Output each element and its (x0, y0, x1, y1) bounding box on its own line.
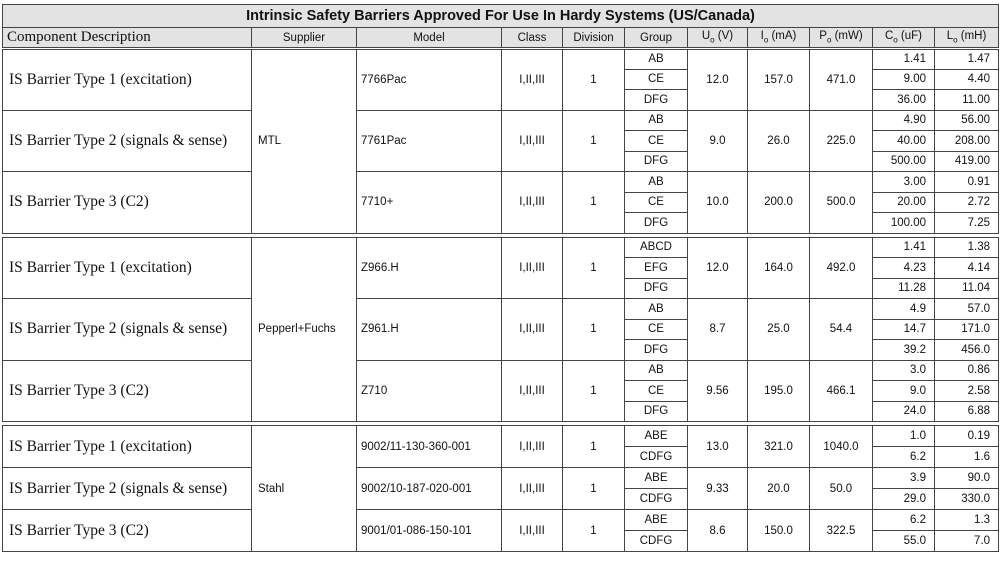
group-value: AB (625, 49, 688, 70)
division-value: 1 (563, 237, 625, 299)
model-number: 9002/10-187-020-001 (357, 468, 502, 510)
uo-value: 13.0 (688, 426, 748, 468)
lo-value: 4.40 (935, 69, 999, 90)
class-value: I,II,III (502, 237, 563, 299)
lo-value: 11.04 (935, 278, 999, 299)
po-value: 471.0 (810, 49, 873, 111)
io-value: 164.0 (748, 237, 810, 299)
model-number: 9001/01-086-150-101 (357, 510, 502, 552)
supplier-name: Pepperl+Fuchs (252, 237, 357, 422)
group-value: CE (625, 131, 688, 152)
group-value: ABE (625, 426, 688, 447)
co-value: 9.0 (873, 381, 935, 402)
table-row (3, 110, 999, 131)
component-description: IS Barrier Type 1 (excitation) (3, 237, 252, 299)
po-value: 1040.0 (810, 426, 873, 468)
supplier-name: Stahl (252, 426, 357, 552)
component-description: IS Barrier Type 2 (signals & sense) (3, 468, 252, 510)
group-value: CE (625, 192, 688, 213)
group-value: CDFG (625, 489, 688, 510)
uo-value: 8.7 (688, 299, 748, 361)
group-value: DFG (625, 151, 688, 172)
po-value: 50.0 (810, 468, 873, 510)
po-value: 54.4 (810, 299, 873, 361)
co-value: 3.9 (873, 468, 935, 489)
supplier-section (3, 426, 999, 552)
lo-value: 90.0 (935, 468, 999, 489)
lo-value: 4.14 (935, 258, 999, 279)
lo-value: 2.58 (935, 381, 999, 402)
header-lo: $L_o$ (mH) (935, 28, 999, 49)
po-value: 492.0 (810, 237, 873, 299)
uo-value: 10.0 (688, 172, 748, 234)
group-value: CE (625, 319, 688, 340)
header-co: $C_o$ (uF) (873, 28, 935, 49)
group-value: DFG (625, 213, 688, 234)
io-value: 26.0 (748, 110, 810, 172)
header-supplier: Supplier (252, 28, 357, 49)
lo-value: 7.0 (935, 531, 999, 552)
lo-value: 330.0 (935, 489, 999, 510)
model-number: Z966.H (357, 237, 502, 299)
lo-value: 456.0 (935, 340, 999, 361)
co-value: 24.0 (873, 401, 935, 422)
table-title: Intrinsic Safety Barriers Approved For Use In Hardy Systems (US/Canada) (3, 5, 999, 28)
supplier-section (3, 49, 999, 234)
lo-value: 0.91 (935, 172, 999, 193)
co-value: 40.00 (873, 131, 935, 152)
co-value: 9.00 (873, 69, 935, 90)
co-value: 14.7 (873, 319, 935, 340)
group-value: EFG (625, 258, 688, 279)
division-value: 1 (563, 49, 625, 111)
io-value: 150.0 (748, 510, 810, 552)
po-value: 225.0 (810, 110, 873, 172)
lo-value: 208.00 (935, 131, 999, 152)
supplier-section (3, 237, 999, 422)
group-value: DFG (625, 401, 688, 422)
co-value: 3.00 (873, 172, 935, 193)
table-row (3, 510, 999, 531)
table-row (3, 299, 999, 320)
group-value: DFG (625, 340, 688, 361)
division-value: 1 (563, 299, 625, 361)
co-value: 3.0 (873, 360, 935, 381)
division-value: 1 (563, 360, 625, 422)
co-value: 1.41 (873, 49, 935, 70)
table-row (3, 360, 999, 381)
uo-value: 12.0 (688, 237, 748, 299)
supplier-name: MTL (252, 49, 357, 234)
lo-value: 0.19 (935, 426, 999, 447)
header-po: $P_o$ (mW) (810, 28, 873, 49)
component-description: IS Barrier Type 1 (excitation) (3, 49, 252, 111)
co-value: 1.41 (873, 237, 935, 258)
lo-value: 11.00 (935, 90, 999, 111)
uo-value: 8.6 (688, 510, 748, 552)
component-description: IS Barrier Type 1 (excitation) (3, 426, 252, 468)
co-value: 1.0 (873, 426, 935, 447)
lo-value: 2.72 (935, 192, 999, 213)
class-value: I,II,III (502, 172, 563, 234)
model-number: 7710+ (357, 172, 502, 234)
group-value: AB (625, 110, 688, 131)
component-description: IS Barrier Type 3 (C2) (3, 510, 252, 552)
group-value: CDFG (625, 447, 688, 468)
header-component-description: Component Description (3, 28, 252, 49)
co-value: 29.0 (873, 489, 935, 510)
class-value: I,II,III (502, 49, 563, 111)
co-value: 39.2 (873, 340, 935, 361)
group-value: DFG (625, 278, 688, 299)
group-value: DFG (625, 90, 688, 111)
component-description: IS Barrier Type 3 (C2) (3, 360, 252, 422)
co-value: 500.00 (873, 151, 935, 172)
uo-value: 12.0 (688, 49, 748, 111)
lo-value: 57.0 (935, 299, 999, 320)
header-uo: $U_o$ (V) (688, 28, 748, 49)
io-value: 195.0 (748, 360, 810, 422)
class-value: I,II,III (502, 510, 563, 552)
header-model: Model (357, 28, 502, 49)
class-value: I,II,III (502, 426, 563, 468)
group-value: AB (625, 172, 688, 193)
uo-value: 9.33 (688, 468, 748, 510)
co-value: 36.00 (873, 90, 935, 111)
uo-value: 9.56 (688, 360, 748, 422)
lo-value: 56.00 (935, 110, 999, 131)
lo-value: 7.25 (935, 213, 999, 234)
division-value: 1 (563, 510, 625, 552)
table-row (3, 237, 999, 258)
lo-value: 1.3 (935, 510, 999, 531)
uo-value: 9.0 (688, 110, 748, 172)
lo-value: 0.86 (935, 360, 999, 381)
group-value: ABE (625, 510, 688, 531)
group-value: CE (625, 69, 688, 90)
co-value: 4.9 (873, 299, 935, 320)
component-description: IS Barrier Type 2 (signals & sense) (3, 299, 252, 361)
division-value: 1 (563, 426, 625, 468)
header-group: Group (625, 28, 688, 49)
lo-value: 6.88 (935, 401, 999, 422)
table-row (3, 426, 999, 447)
model-number: 7761Pac (357, 110, 502, 172)
model-number: 7766Pac (357, 49, 502, 111)
class-value: I,II,III (502, 468, 563, 510)
model-number: Z961.H (357, 299, 502, 361)
po-value: 500.0 (810, 172, 873, 234)
division-value: 1 (563, 468, 625, 510)
io-value: 200.0 (748, 172, 810, 234)
header-division: Division (563, 28, 625, 49)
class-value: I,II,III (502, 299, 563, 361)
header-class: Class (502, 28, 563, 49)
header-io: $I_o$ (mA) (748, 28, 810, 49)
io-value: 25.0 (748, 299, 810, 361)
class-value: I,II,III (502, 110, 563, 172)
table-row (3, 49, 999, 70)
group-value: CDFG (625, 531, 688, 552)
lo-value: 1.6 (935, 447, 999, 468)
co-value: 20.00 (873, 192, 935, 213)
io-value: 157.0 (748, 49, 810, 111)
co-value: 6.2 (873, 447, 935, 468)
component-description: IS Barrier Type 2 (signals & sense) (3, 110, 252, 172)
group-value: ABE (625, 468, 688, 489)
table-row (3, 172, 999, 193)
co-value: 6.2 (873, 510, 935, 531)
lo-value: 1.38 (935, 237, 999, 258)
table-row (3, 468, 999, 489)
group-value: CE (625, 381, 688, 402)
po-value: 466.1 (810, 360, 873, 422)
co-value: 4.23 (873, 258, 935, 279)
division-value: 1 (563, 172, 625, 234)
lo-value: 419.00 (935, 151, 999, 172)
class-value: I,II,III (502, 360, 563, 422)
group-value: ABCD (625, 237, 688, 258)
model-number: 9002/11-130-360-001 (357, 426, 502, 468)
group-value: AB (625, 299, 688, 320)
lo-value: 1.47 (935, 49, 999, 70)
group-value: AB (625, 360, 688, 381)
co-value: 100.00 (873, 213, 935, 234)
io-value: 20.0 (748, 468, 810, 510)
barrier-table (2, 4, 999, 552)
component-description: IS Barrier Type 3 (C2) (3, 172, 252, 234)
co-value: 55.0 (873, 531, 935, 552)
barrier-table-container (2, 4, 998, 552)
co-value: 4.90 (873, 110, 935, 131)
model-number: Z710 (357, 360, 502, 422)
lo-value: 171.0 (935, 319, 999, 340)
co-value: 11.28 (873, 278, 935, 299)
division-value: 1 (563, 110, 625, 172)
io-value: 321.0 (748, 426, 810, 468)
po-value: 322.5 (810, 510, 873, 552)
